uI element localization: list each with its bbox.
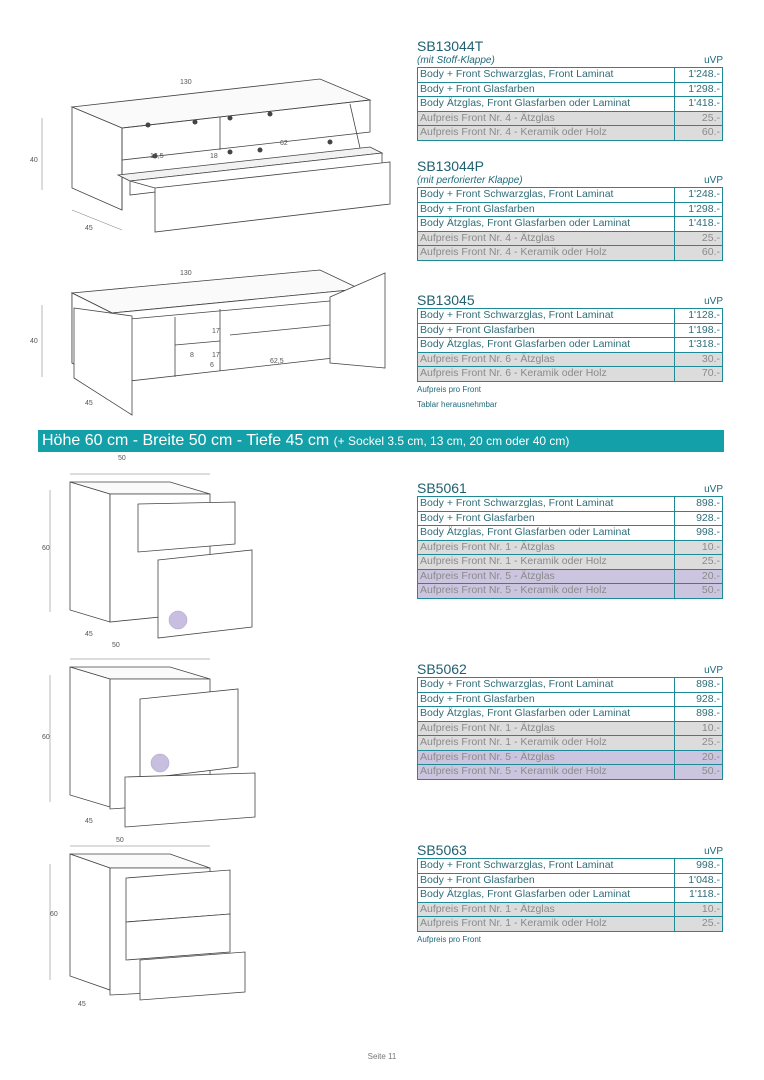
title-row: [417, 292, 723, 308]
dim-width: 50: [116, 837, 124, 844]
row-description: Aufpreis Front Nr. 4 - Ätzglas: [418, 231, 675, 246]
row-description: Aufpreis Front Nr. 4 - Keramik oder Holz: [418, 246, 675, 261]
price-row: [418, 68, 723, 83]
product-subtitle: (mit perforierter Klappe): [417, 175, 523, 186]
row-description: Aufpreis Front Nr. 5 - Ätzglas: [418, 750, 675, 765]
price-table: [417, 308, 723, 382]
row-description: Aufpreis Front Nr. 5 - Keramik oder Holz: [418, 765, 675, 780]
product-block-2: [417, 292, 723, 412]
row-description: Body + Front Schwarzglas, Front Laminat: [418, 309, 675, 324]
row-price: 20.-: [675, 750, 723, 765]
product-note: Aufpreis pro Front: [417, 384, 482, 394]
row-description: Aufpreis Front Nr. 1 - Keramik oder Holz: [418, 917, 675, 932]
row-price: 1'048.-: [675, 873, 723, 888]
row-description: Aufpreis Front Nr. 5 - Ätzglas: [418, 569, 675, 584]
price-row: [418, 555, 723, 570]
row-price: 998.-: [675, 526, 723, 541]
price-row: [418, 873, 723, 888]
banner-main: Höhe 60 cm - Breite 50 cm - Tiefe 45 cm: [42, 432, 330, 449]
dim-c: 62,5: [270, 358, 284, 365]
row-price: 10.-: [675, 902, 723, 917]
price-row: [418, 497, 723, 512]
row-price: 50.-: [675, 584, 723, 599]
uvp-label: uVP: [704, 55, 723, 66]
row-price: 1'248.-: [675, 68, 723, 83]
price-table: [417, 187, 723, 261]
row-price: 1'118.-: [675, 888, 723, 903]
row-description: Body + Front Schwarzglas, Front Laminat: [418, 497, 675, 512]
product-code: SB5063: [417, 842, 467, 858]
uvp-label: uVP: [704, 484, 723, 495]
dim-height: 40: [30, 157, 38, 164]
row-description: Aufpreis Front Nr. 1 - Keramik oder Holz: [418, 736, 675, 751]
drawing-sb13045: [30, 265, 400, 425]
dim-width: 50: [112, 642, 120, 649]
price-row: [418, 707, 723, 722]
product-block-3: [417, 480, 723, 599]
price-row: [418, 188, 723, 203]
dim-b: 17: [212, 352, 220, 359]
subtitle-row: [417, 54, 723, 67]
dim-a: 17: [212, 328, 220, 335]
row-price: 20.-: [675, 569, 723, 584]
banner-extra: (+ Sockel 3.5 cm, 13 cm, 20 cm oder 40 cm): [333, 434, 570, 448]
row-description: Body + Front Glasfarben: [418, 202, 675, 217]
product-code: SB13044P: [417, 158, 484, 174]
price-row: [418, 97, 723, 112]
row-price: 898.-: [675, 497, 723, 512]
row-price: 30.-: [675, 352, 723, 367]
page-number: Seite 11: [367, 1052, 397, 1061]
dim-a: 16,5: [150, 153, 164, 160]
dim-height: 60: [42, 734, 50, 741]
drawing-sb5062: [30, 637, 280, 832]
row-description: Body Ätzglas, Front Glasfarben oder Laminat: [418, 526, 675, 541]
row-description: Aufpreis Front Nr. 4 - Keramik oder Holz: [418, 126, 675, 141]
row-description: Body + Front Schwarzglas, Front Laminat: [418, 188, 675, 203]
price-row: [418, 82, 723, 97]
row-price: 1'248.-: [675, 188, 723, 203]
row-description: Body Ätzglas, Front Glasfarben oder Laminat: [418, 97, 675, 112]
row-price: 1'198.-: [675, 323, 723, 338]
drawing-sb13044: [30, 70, 400, 240]
price-row: [418, 217, 723, 232]
knob-marker: [151, 754, 169, 772]
row-price: 928.-: [675, 511, 723, 526]
dim-width: 130: [180, 79, 192, 86]
product-block-1: [417, 158, 723, 261]
price-row: [418, 540, 723, 555]
subtitle-row: [417, 174, 723, 187]
row-price: 928.-: [675, 692, 723, 707]
dim-height: 60: [42, 545, 50, 552]
row-price: 25.-: [675, 917, 723, 932]
row-price: 898.-: [675, 678, 723, 693]
row-description: Aufpreis Front Nr. 1 - Ätzglas: [418, 902, 675, 917]
product-block-0: [417, 38, 723, 141]
price-row: [418, 888, 723, 903]
price-row: [418, 902, 723, 917]
dim-depth: 45: [85, 631, 93, 638]
row-price: 1'418.-: [675, 97, 723, 112]
product-block-4: [417, 661, 723, 780]
price-row: [418, 111, 723, 126]
price-row: [418, 721, 723, 736]
row-description: Body + Front Schwarzglas, Front Laminat: [418, 68, 675, 83]
product-code: SB5062: [417, 661, 467, 677]
row-price: 25.-: [675, 231, 723, 246]
product-code: SB5061: [417, 480, 467, 496]
row-description: Body + Front Glasfarben: [418, 82, 675, 97]
row-price: 998.-: [675, 859, 723, 874]
dim-depth: 45: [85, 225, 93, 232]
row-description: Aufpreis Front Nr. 6 - Keramik oder Holz: [418, 367, 675, 382]
row-description: Body + Front Glasfarben: [418, 323, 675, 338]
row-description: Aufpreis Front Nr. 1 - Ätzglas: [418, 721, 675, 736]
dim-height: 40: [30, 338, 38, 345]
price-row: [418, 309, 723, 324]
price-row: [418, 126, 723, 141]
dim-height: 60: [50, 911, 58, 918]
price-row: [418, 584, 723, 599]
title-row: [417, 661, 723, 677]
row-description: Body Ätzglas, Front Glasfarben oder Laminat: [418, 338, 675, 353]
price-table: [417, 677, 723, 780]
price-row: [418, 231, 723, 246]
section-banner: [38, 430, 724, 452]
product-block-5: [417, 842, 723, 947]
dim-f: 6: [210, 362, 214, 369]
cabinet-drawer-door-drawing: [30, 452, 280, 650]
uvp-label: uVP: [704, 846, 723, 857]
row-price: 25.-: [675, 555, 723, 570]
product-subtitle: (mit Stoff-Klappe): [417, 55, 495, 66]
dim-depth: 45: [85, 818, 93, 825]
price-row: [418, 367, 723, 382]
price-row: [418, 338, 723, 353]
drawing-sb5061: [30, 452, 280, 650]
sideboard-doors-drawing: [30, 265, 400, 425]
drawing-sb5063: [30, 830, 280, 1025]
product-code: SB13045: [417, 292, 475, 308]
title-row: [417, 842, 723, 858]
row-description: Aufpreis Front Nr. 1 - Ätzglas: [418, 540, 675, 555]
price-table: [417, 67, 723, 141]
row-price: 1'418.-: [675, 217, 723, 232]
row-price: 60.-: [675, 246, 723, 261]
price-row: [418, 202, 723, 217]
price-row: [418, 678, 723, 693]
dim-b: 18: [210, 153, 218, 160]
price-row: [418, 765, 723, 780]
row-description: Body + Front Glasfarben: [418, 511, 675, 526]
row-description: Body Ätzglas, Front Glasfarben oder Laminat: [418, 707, 675, 722]
product-code: SB13044T: [417, 38, 484, 54]
cabinet-door-drawer-drawing: [30, 637, 280, 832]
price-row: [418, 323, 723, 338]
row-price: 50.-: [675, 765, 723, 780]
dim-width: 50: [118, 455, 126, 462]
row-price: 25.-: [675, 111, 723, 126]
row-description: Body Ätzglas, Front Glasfarben oder Laminat: [418, 888, 675, 903]
row-price: 10.-: [675, 540, 723, 555]
row-price: 1'298.-: [675, 82, 723, 97]
price-row: [418, 692, 723, 707]
title-row: [417, 480, 723, 496]
price-row: [418, 569, 723, 584]
sideboard-flap-drawing: [30, 70, 400, 240]
uvp-label: uVP: [704, 665, 723, 676]
row-price: 898.-: [675, 707, 723, 722]
price-row: [418, 750, 723, 765]
row-price: 1'318.-: [675, 338, 723, 353]
price-row: [418, 352, 723, 367]
product-note: Aufpreis pro Front: [417, 934, 482, 944]
dim-depth: 45: [85, 400, 93, 407]
price-row: [418, 917, 723, 932]
price-table: [417, 496, 723, 599]
row-description: Aufpreis Front Nr. 4 - Ätzglas: [418, 111, 675, 126]
row-description: Aufpreis Front Nr. 6 - Ätzglas: [418, 352, 675, 367]
dim-width: 130: [180, 270, 192, 277]
row-price: 70.-: [675, 367, 723, 382]
row-description: Body + Front Schwarzglas, Front Laminat: [418, 678, 675, 693]
product-note: Tablar herausnehmbar: [417, 399, 498, 409]
price-row: [418, 526, 723, 541]
price-row: [418, 246, 723, 261]
row-description: Body + Front Glasfarben: [418, 692, 675, 707]
dim-e: 8: [190, 352, 194, 359]
row-description: Body + Front Schwarzglas, Front Laminat: [418, 859, 675, 874]
dim-c: 62: [280, 140, 288, 147]
cabinet-three-drawers-drawing: [30, 830, 280, 1025]
row-price: 1'128.-: [675, 309, 723, 324]
row-description: Aufpreis Front Nr. 1 - Keramik oder Holz: [418, 555, 675, 570]
row-price: 25.-: [675, 736, 723, 751]
row-description: Aufpreis Front Nr. 5 - Keramik oder Holz: [418, 584, 675, 599]
row-price: 10.-: [675, 721, 723, 736]
row-price: 60.-: [675, 126, 723, 141]
uvp-label: uVP: [704, 296, 723, 307]
price-row: [418, 736, 723, 751]
dim-depth: 45: [78, 1001, 86, 1008]
row-description: Body + Front Glasfarben: [418, 873, 675, 888]
price-table: [417, 858, 723, 932]
row-description: Body Ätzglas, Front Glasfarben oder Laminat: [418, 217, 675, 232]
price-row: [418, 511, 723, 526]
row-price: 1'298.-: [675, 202, 723, 217]
uvp-label: uVP: [704, 175, 723, 186]
knob-marker: [169, 611, 187, 629]
price-row: [418, 859, 723, 874]
